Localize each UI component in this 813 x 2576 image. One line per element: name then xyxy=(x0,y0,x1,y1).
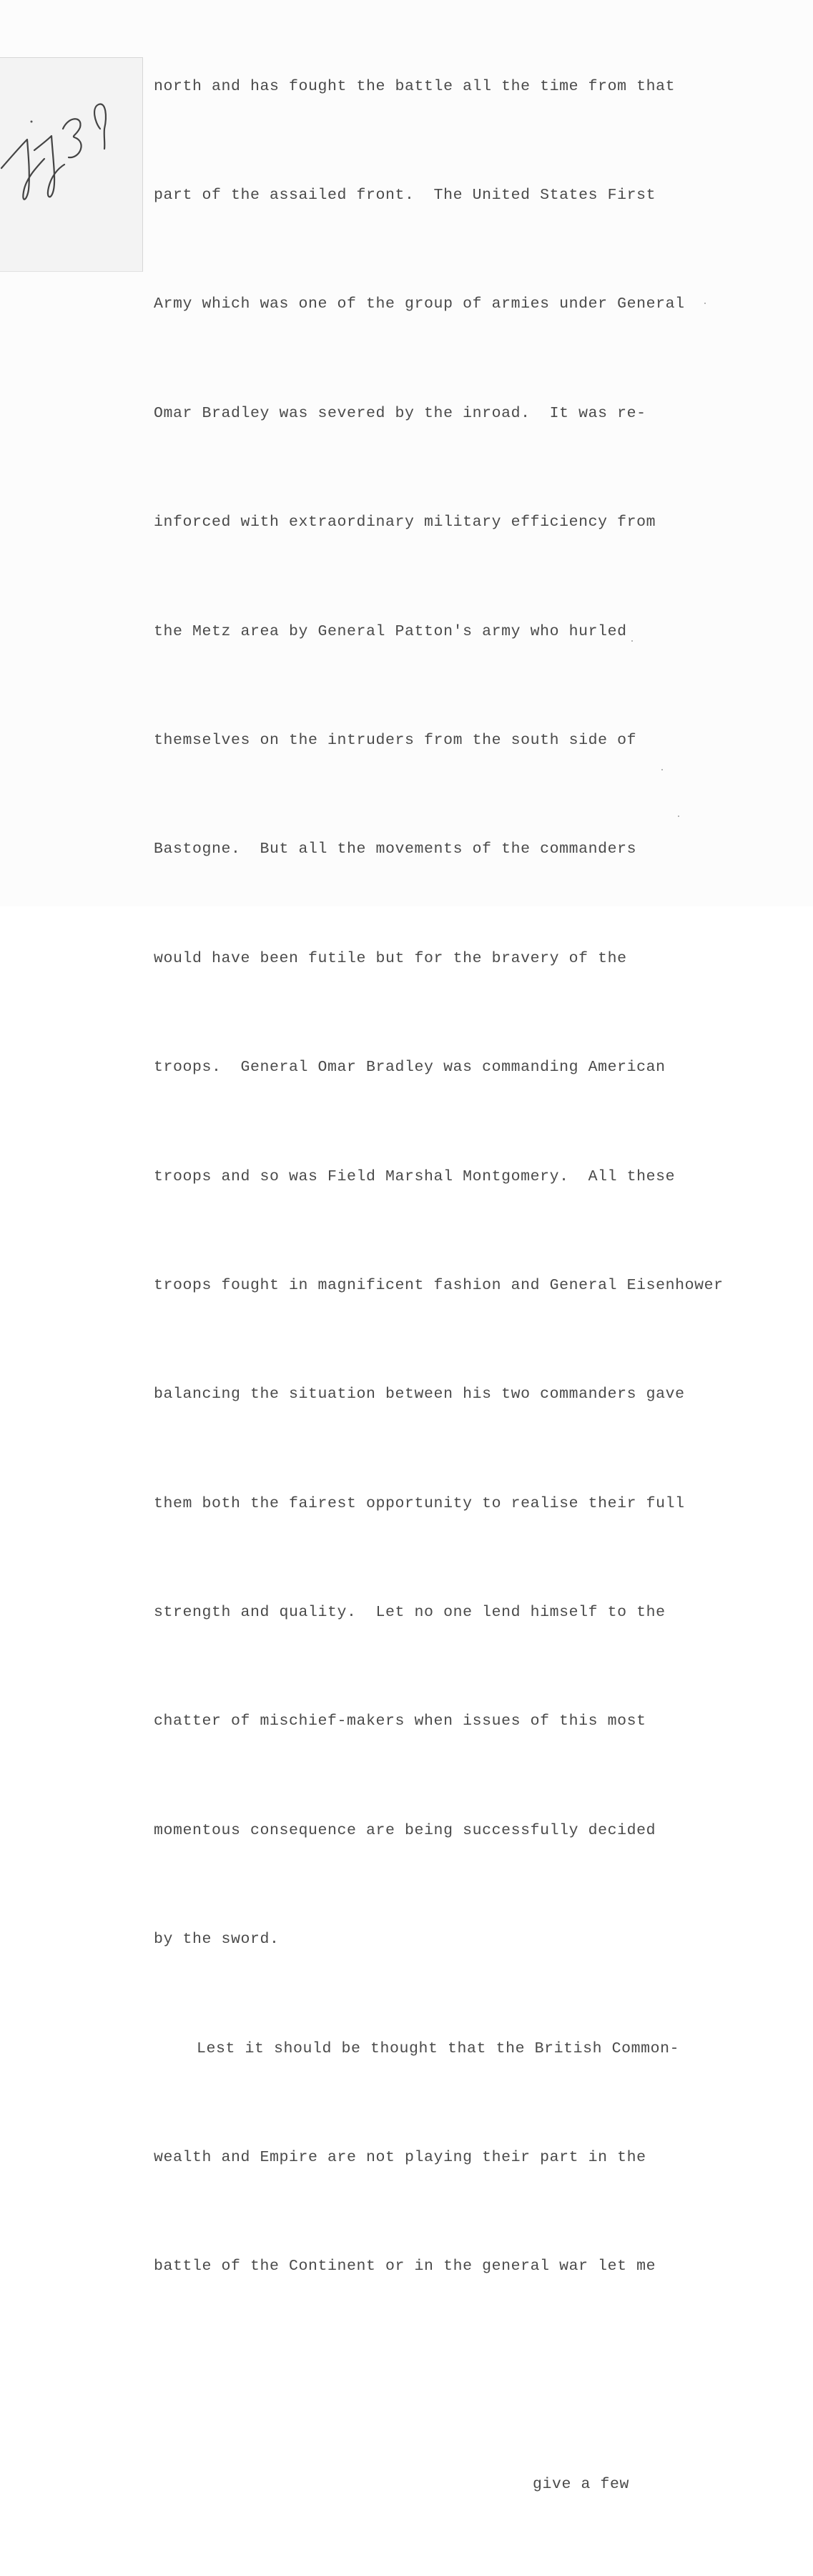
text-line: north and has fought the battle all the time from that xyxy=(154,77,676,95)
text-line: them both the fairest opportunity to realise their full xyxy=(154,1494,685,1512)
catchword: give a few xyxy=(533,2476,630,2494)
blank-line xyxy=(154,2358,812,2394)
text-line: inforced with extraordinary military efficiency from xyxy=(154,514,656,532)
handwritten-page-mark xyxy=(0,100,122,207)
text-line: the Metz area by General Patton's army who hurled xyxy=(154,622,627,640)
paper-speck xyxy=(678,816,679,817)
text-line: Army which was one of the group of armies under General xyxy=(154,295,685,313)
text-line: momentous consequence are being successfully decided xyxy=(154,1821,656,1839)
text-line: Bastogne. But all the movements of the commanders xyxy=(154,841,637,858)
text-line: troops and so was Field Marshal Montgomery. All these xyxy=(154,1167,676,1185)
text-line: themselves on the intruders from the south side of xyxy=(154,731,637,749)
text-line: troops. General Omar Bradley was commanding American xyxy=(154,1059,666,1077)
paper-speck xyxy=(631,640,633,642)
text-line: troops fought in magnificent fashion and General Eisenhower xyxy=(154,1276,724,1294)
paragraph-first-line: Lest it should be thought that the British Common- xyxy=(197,2039,680,2057)
text-line: part of the assailed front. The United States First xyxy=(154,186,656,204)
text-line: chatter of mischief-makers when issues of this most xyxy=(154,1713,646,1730)
paper-speck xyxy=(661,769,663,770)
text-line: balancing the situation between his two commanders gave xyxy=(154,1386,685,1404)
typed-text-body xyxy=(154,0,812,2576)
text-line: strength and quality. Let no one lend himself to the xyxy=(154,1604,666,1622)
text-line: battle of the Continent or in the general war let me xyxy=(154,2258,656,2276)
text-line: by the sword. xyxy=(154,1931,280,1949)
text-line: would have been futile but for the bravery of the xyxy=(154,949,627,967)
text-line: Omar Bradley was severed by the inroad. It was re- xyxy=(154,404,646,422)
paper-speck xyxy=(704,303,706,304)
text-line: wealth and Empire are not playing their part in the xyxy=(154,2149,646,2167)
